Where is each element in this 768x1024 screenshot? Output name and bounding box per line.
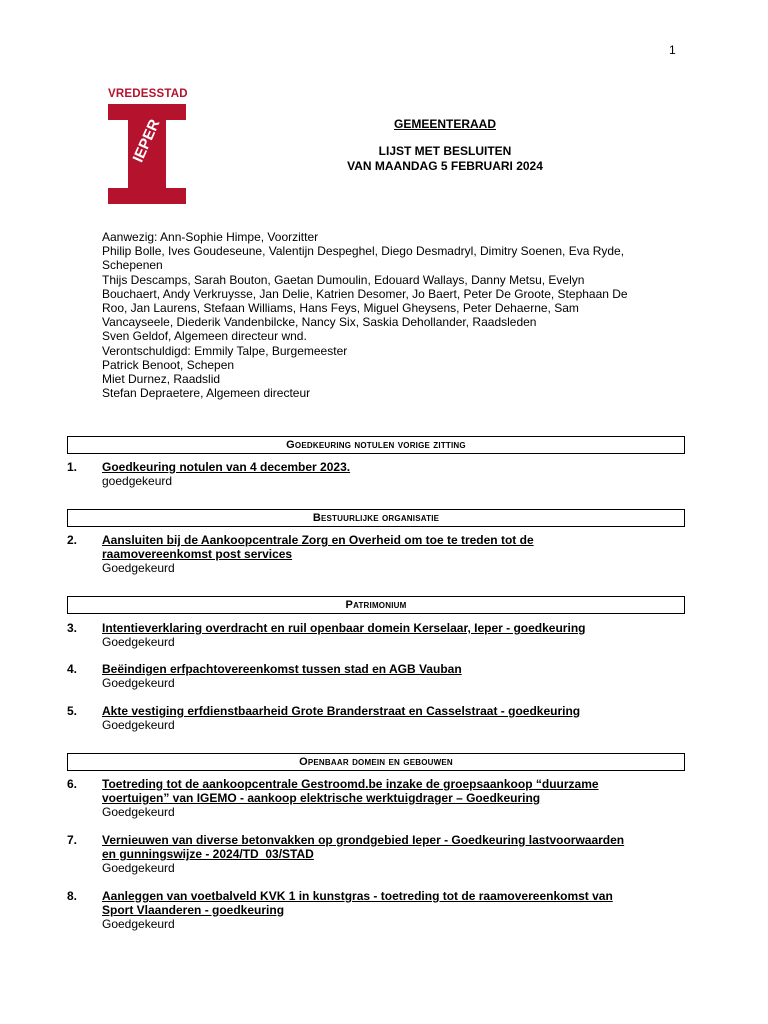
section-header-patrimonium [67, 596, 685, 614]
attendance-line: Philip Bolle, Ives Goudeseune, Valentijn Despeghel, Diego Desmadryl, Dimitry Soenen, Eva Ryde, [102, 244, 625, 259]
item-title: Akte vestiging erfdienstbaarheid Grote Branderstraat en Casselstraat - goedkeuring [102, 704, 581, 718]
document-title: GEMEENTERAAD [393, 117, 496, 131]
document-subtitle-line1: LIJST MET BESLUITEN [378, 144, 512, 158]
item-number: 7. [67, 833, 78, 847]
attendance-line: Sven Geldof, Algemeen directeur wnd. [102, 329, 307, 344]
attendance-line: Roo, Jan Laurens, Stefaan Williams, Hans Feys, Miguel Gheysens, Peter Dehaerne, Sam [102, 301, 579, 316]
item-status: Goedgekeurd [102, 861, 175, 875]
item-title [102, 533, 682, 561]
section-header-bestuurlijke-organisatie [67, 509, 685, 527]
section-header-openbaar-domein [67, 753, 685, 771]
item-number: 2. [67, 533, 78, 547]
item-status: Goedgekeurd [102, 917, 175, 931]
item-title [102, 833, 682, 861]
item-title-line: Aanleggen van voetbalveld KVK 1 in kunstgras - toetreding tot de raamovereenkomst van [102, 889, 613, 903]
section-header-label: Goedkeuring notulen vorige zitting [286, 439, 466, 451]
attendance-line: Patrick Benoot, Schepen [102, 357, 235, 372]
item-number: 3. [67, 621, 78, 635]
item-title-line: Aansluiten bij de Aankoopcentrale Zorg en Overheid om toe te treden tot de [102, 533, 534, 547]
city-logo [108, 88, 186, 204]
item-title-line: Toetreding tot de aankoopcentrale Gestroomd.be inzake de groepsaankoop “duurzame [102, 777, 599, 791]
item-number: 6. [67, 777, 78, 791]
item-number: 5. [67, 704, 78, 718]
item-number: 1. [67, 460, 78, 474]
attendance-line: Aanwezig: Ann-Sophie Himpe, Voorzitter [102, 230, 319, 244]
document-header [300, 117, 590, 174]
attendance-line: Bouchaert, Andy Verkruysse, Jan Delie, Katrien Desomer, Jo Baert, Peter De Groote, Stephaan De [102, 286, 628, 301]
item-title: Beëindigen erfpachtovereenkomst tussen stad en AGB Vauban [102, 662, 462, 676]
attendance-line: Thijs Descamps, Sarah Bouton, Gaetan Dumoulin, Edouard Wallays, Danny Metsu, Evelyn [102, 272, 585, 287]
item-number: 4. [67, 662, 78, 676]
item-title-line: raamovereenkomst post services [102, 547, 293, 561]
item-title: Intentieverklaring overdracht en ruil openbaar domein Kerselaar, Ieper - goedkeuring [102, 621, 586, 635]
attendance-line: Vancayseele, Diederik Vandenbilcke, Nancy Six, Saskia Dehollander, Raadsleden [102, 315, 537, 330]
item-number: 8. [67, 889, 78, 903]
item-status: Goedgekeurd [102, 635, 175, 649]
item-status: Goedgekeurd [102, 718, 175, 732]
item-title-line: Vernieuwen van diverse betonvakken op grondgebied Ieper - Goedkeuring lastvoorwaarden [102, 833, 625, 847]
attendance-line: Schepenen [102, 258, 163, 273]
attendance-line: Verontschuldigd: Emmily Talpe, Burgemeester [102, 343, 348, 358]
section-header-notulen [67, 436, 685, 454]
item-title [102, 777, 682, 805]
item-title-line: en gunningswijze - 2024/TD_03/STAD [102, 847, 314, 861]
section-header-label: Patrimonium [345, 599, 407, 611]
attendance-line: Miet Durnez, Raadslid [102, 372, 221, 387]
item-status: Goedgekeurd [102, 676, 175, 690]
logo-top-text: VREDESSTAD [108, 88, 188, 100]
item-title-line: voertuigen” van IGEMO - aankoop elektrische werktuigdrager – Goedkeuring [102, 791, 541, 805]
section-header-label: Bestuurlijke organisatie [312, 512, 440, 524]
document-subtitle-line2: VAN MAANDAG 5 FEBRUARI 2024 [347, 159, 543, 173]
item-title-line: Sport Vlaanderen - goedkeuring [102, 903, 285, 917]
section-header-label: Openbaar domein en gebouwen [299, 756, 453, 768]
attendance-list [102, 230, 682, 400]
item-title [102, 889, 682, 917]
item-status: Goedgekeurd [102, 561, 175, 575]
item-status: Goedgekeurd [102, 805, 175, 819]
item-title: Goedkeuring notulen van 4 december 2023. [102, 460, 351, 474]
attendance-line: Stefan Depraetere, Algemeen directeur [102, 386, 311, 401]
logo-city-text: IEPER [129, 116, 164, 165]
item-status: goedgekeurd [102, 474, 173, 488]
page-number: 1 [669, 43, 676, 57]
